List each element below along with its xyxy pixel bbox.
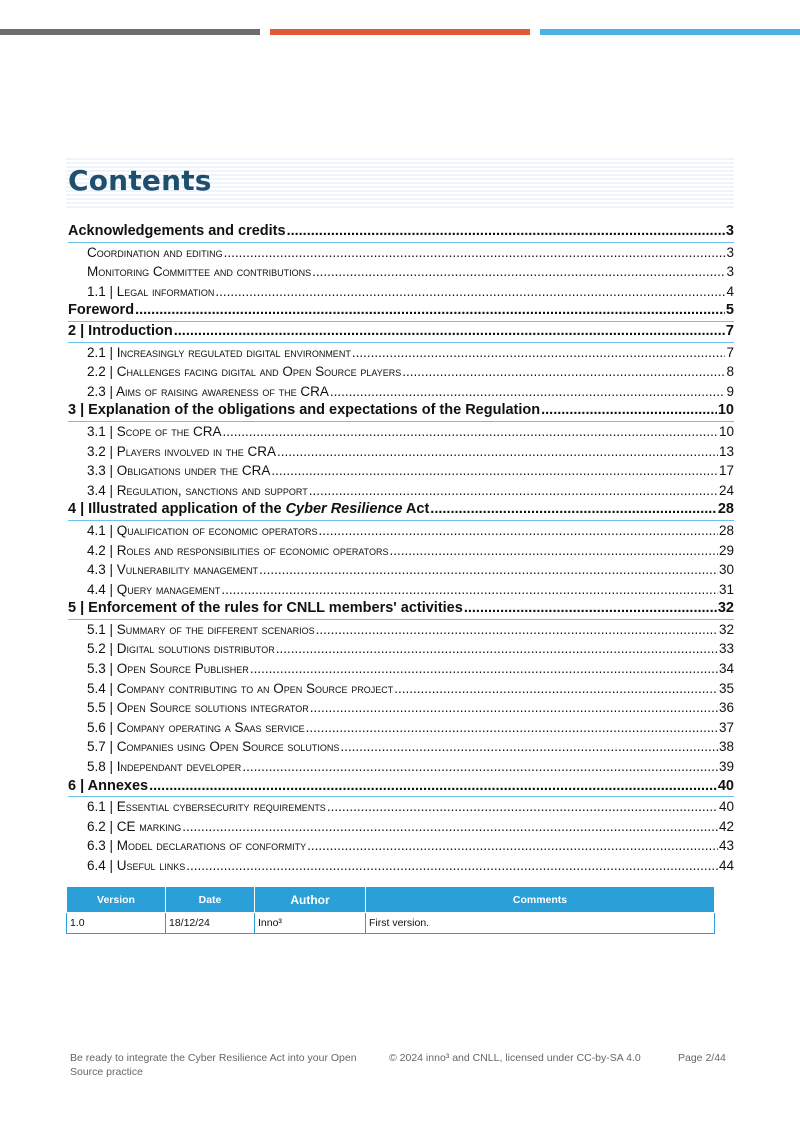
- footer-document-title: Be ready to integrate the Cyber Resilience Act into your Open Source practice: [70, 1052, 357, 1078]
- column-header-version: Version: [67, 887, 166, 913]
- toc-entry-label: 5.2 | Digital solutions distributor: [87, 641, 275, 657]
- toc-entry[interactable]: [68, 679, 734, 699]
- toc-entry-page: 10: [718, 423, 734, 439]
- toc-entry[interactable]: [68, 718, 734, 738]
- dot-leader: [215, 282, 725, 302]
- toc-entry[interactable]: [68, 639, 734, 659]
- toc-entry-label: 6.1 | Essential cybersecurity requirements: [87, 799, 326, 815]
- toc-entry[interactable]: [68, 243, 734, 263]
- toc-entry[interactable]: [68, 262, 734, 282]
- toc-entry-page: 3: [726, 264, 734, 280]
- column-header-date: Date: [166, 887, 255, 913]
- toc-entry-label: 6.4 | Useful links: [87, 858, 186, 873]
- toc-entry-label: 5.6 | Company operating a Saas service: [87, 719, 305, 735]
- dot-leader: [316, 620, 718, 640]
- dot-leader: [277, 442, 718, 462]
- dot-leader: [287, 222, 725, 242]
- toc-entry[interactable]: [68, 836, 734, 856]
- toc-entry-label: 3.3 | Obligations under the CRA: [87, 463, 271, 479]
- toc-entry[interactable]: [68, 282, 734, 302]
- dot-leader: [276, 639, 718, 659]
- footer-license: © 2024 inno³ and CNLL, licensed under CC-by-SA 4.0: [389, 1052, 641, 1064]
- toc-entry-label: 5 | Enforcement of the rules for CNLL members' activities: [68, 600, 463, 617]
- toc-entry-label: 4.1 | Qualification of economic operators: [87, 522, 318, 538]
- toc-entry-label: 6.3 | Model declarations of conformity: [87, 838, 307, 854]
- toc-entry-page: 13: [718, 443, 734, 459]
- dot-leader: [402, 362, 725, 382]
- toc-entry-label: 3 | Explanation of the obligations and expectations of the Regulation: [68, 402, 541, 419]
- dot-leader: [242, 757, 718, 777]
- toc-entry-page: 17: [718, 463, 734, 479]
- toc-entry-label: 6 | Annexes: [68, 777, 149, 794]
- toc-entry-page: 36: [718, 700, 734, 716]
- toc-entry[interactable]: [68, 322, 734, 343]
- header-bar-orange: [270, 29, 530, 35]
- toc-entry[interactable]: [68, 500, 734, 521]
- toc-entry-label: 4 | Illustrated application of the Cyber Resilience Act: [68, 501, 430, 518]
- toc-entry[interactable]: [68, 777, 734, 798]
- cell-comments: First version.: [366, 913, 715, 934]
- toc-entry-page: 40: [717, 777, 734, 794]
- toc-entry-page: 42: [718, 818, 734, 834]
- dot-leader: [330, 382, 726, 402]
- toc-entry-label: Foreword: [68, 302, 135, 319]
- toc-entry[interactable]: [68, 301, 734, 322]
- dot-leader: [310, 698, 718, 718]
- toc-entry-label: Monitoring Committee and contributions: [87, 264, 312, 280]
- dot-leader: [250, 659, 718, 679]
- toc-entry-page: 28: [718, 522, 734, 538]
- dot-leader: [309, 481, 718, 501]
- dot-leader: [221, 580, 718, 600]
- dot-leader: [306, 718, 718, 738]
- toc-entry-page: 35: [718, 680, 734, 696]
- toc-entry-page: 8: [726, 364, 734, 380]
- toc-entry-label: 2 | Introduction: [68, 322, 173, 339]
- toc-entry-label: 5.5 | Open Source solutions integrator: [87, 700, 309, 716]
- toc-entry[interactable]: [68, 560, 734, 580]
- version-table-header: [67, 887, 715, 913]
- dot-leader: [224, 243, 726, 263]
- toc-entry[interactable]: [68, 461, 734, 481]
- toc-entry-page: 44: [718, 858, 734, 873]
- dot-leader: [186, 856, 718, 876]
- toc-entry-label: 5.1 | Summary of the different scenarios: [87, 621, 315, 637]
- toc-entry-label: 6.2 | CE marking: [87, 818, 182, 834]
- toc-entry-page: 34: [718, 661, 734, 677]
- dot-leader: [182, 817, 718, 837]
- footer-page-number: Page 2/44: [678, 1052, 726, 1064]
- table-row: [67, 913, 715, 934]
- toc-entry-label: 4.4 | Query management: [87, 581, 221, 597]
- dot-leader: [259, 560, 718, 580]
- toc-entry[interactable]: [68, 698, 734, 718]
- dot-leader: [312, 262, 725, 282]
- header-bar-blue: [540, 29, 800, 35]
- toc-entry-page: 7: [726, 344, 734, 360]
- dot-leader: [541, 401, 717, 421]
- toc-entry[interactable]: [68, 442, 734, 462]
- toc-entry-page: 4: [726, 283, 734, 299]
- toc-entry-page: 10: [717, 402, 734, 419]
- toc-entry-label: 5.7 | Companies using Open Source solutions: [87, 739, 340, 755]
- dot-leader: [135, 301, 725, 321]
- toc-entry-page: 31: [718, 581, 734, 597]
- toc-entry-label: 4.2 | Roles and responsibilities of economic operators: [87, 542, 389, 558]
- toc-entry-page: 24: [718, 482, 734, 498]
- toc-entry-label: 5.8 | Independant developer: [87, 759, 242, 775]
- toc-entry-page: 28: [717, 501, 734, 518]
- version-table: [66, 886, 715, 934]
- toc-entry-label: 2.2 | Challenges facing digital and Open Source players: [87, 364, 402, 380]
- toc-entry[interactable]: [68, 580, 734, 600]
- toc-entry[interactable]: [68, 222, 734, 243]
- toc-entry-page: 29: [718, 542, 734, 558]
- toc-entry-page: 43: [718, 838, 734, 854]
- toc-entry-label: 2.1 | Increasingly regulated digital environment: [87, 344, 351, 360]
- toc-entry-label: 5.3 | Open Source Publisher: [87, 661, 249, 677]
- toc-entry-label: 2.3 | Aims of raising awareness of the CRA: [87, 383, 329, 399]
- toc-entry[interactable]: [68, 422, 734, 442]
- dot-leader: [394, 679, 718, 699]
- cell-date: 18/12/24: [166, 913, 255, 934]
- dot-leader: [327, 797, 718, 817]
- toc-entry-page: 7: [725, 322, 734, 339]
- toc-entry-label: 3.4 | Regulation, sanctions and support: [87, 482, 308, 498]
- toc-entry[interactable]: [68, 481, 734, 501]
- dot-leader: [174, 322, 725, 342]
- dot-leader: [223, 422, 718, 442]
- toc-entry[interactable]: [68, 856, 734, 876]
- toc-entry-page: 32: [718, 621, 734, 637]
- toc-entry-page: 40: [718, 799, 734, 815]
- toc-entry-label: 4.3 | Vulnerability management: [87, 562, 259, 578]
- toc-entry-label: 3.2 | Players involved in the CRA: [87, 443, 276, 459]
- cell-author: Inno³: [255, 913, 366, 934]
- toc-entry-label: Acknowledgements and credits: [68, 223, 286, 239]
- toc-entry-page: 32: [717, 600, 734, 617]
- toc-entry-label: 1.1 | Legal information: [87, 283, 215, 299]
- toc-entry-page: 33: [718, 641, 734, 657]
- dot-leader: [464, 599, 717, 619]
- dot-leader: [352, 343, 726, 363]
- toc-entry-label: 3.1 | Scope of the CRA: [87, 423, 222, 439]
- toc-entry-page: 5: [725, 302, 734, 319]
- dot-leader: [307, 836, 718, 856]
- toc-entry[interactable]: [68, 362, 734, 382]
- toc-entry-page: 38: [718, 739, 734, 755]
- toc-entry-label: 5.4 | Company contributing to an Open Source project: [87, 680, 394, 696]
- toc-entry-label: Coordination and editing: [87, 244, 223, 260]
- dot-leader: [390, 541, 718, 561]
- toc-entry[interactable]: [68, 817, 734, 837]
- toc-entry[interactable]: [68, 343, 734, 363]
- dot-leader: [149, 777, 717, 797]
- toc-entry[interactable]: [68, 599, 734, 620]
- toc-entry[interactable]: [68, 382, 734, 402]
- column-header-comments: Comments: [366, 887, 715, 913]
- header-bar-gray: [0, 29, 260, 35]
- toc-entry-page: 39: [718, 759, 734, 775]
- toc-entry-page: 30: [718, 562, 734, 578]
- toc-entry[interactable]: [68, 401, 734, 422]
- toc-entry[interactable]: [68, 659, 734, 679]
- cell-version: 1.0: [67, 913, 166, 934]
- toc-entry[interactable]: [68, 521, 734, 541]
- toc-entry-page: 3: [725, 223, 734, 239]
- toc-entry-page: 9: [726, 383, 734, 399]
- toc-entry[interactable]: [68, 737, 734, 757]
- toc-entry[interactable]: [68, 797, 734, 817]
- page-title: Contents: [68, 164, 212, 197]
- toc-entry[interactable]: [68, 620, 734, 640]
- toc-entry[interactable]: [68, 541, 734, 561]
- table-of-contents: [68, 222, 734, 876]
- toc-entry-page: 37: [718, 719, 734, 735]
- toc-entry-page: 3: [726, 244, 734, 260]
- dot-leader: [430, 500, 717, 520]
- dot-leader: [340, 737, 718, 757]
- dot-leader: [271, 461, 718, 481]
- toc-entry[interactable]: [68, 757, 734, 777]
- column-header-author: Author: [255, 887, 366, 913]
- dot-leader: [319, 521, 718, 541]
